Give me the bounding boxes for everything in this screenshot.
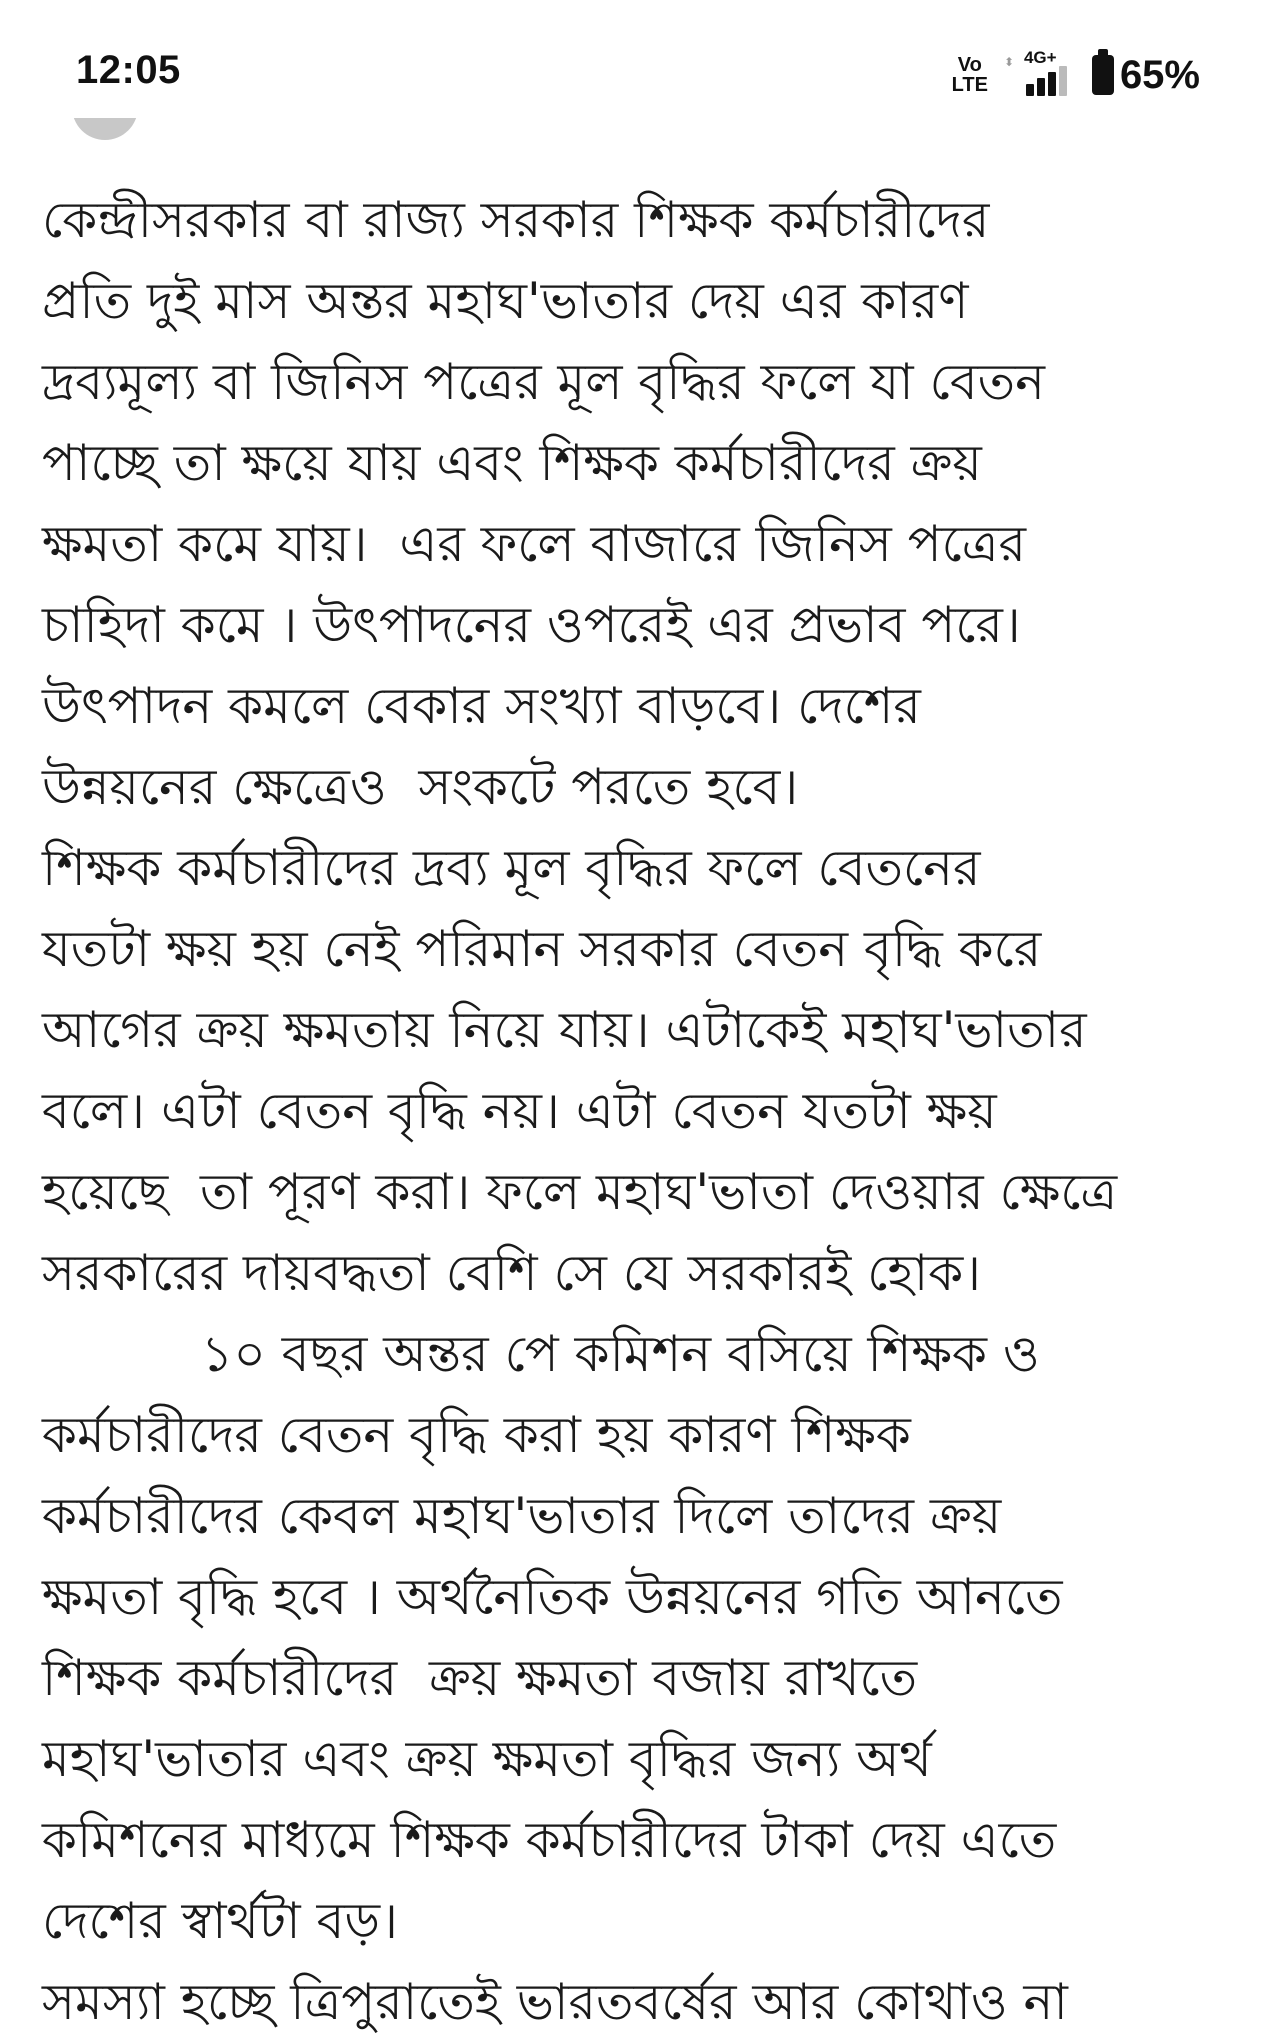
post-line: দ্রব্যমূল্য বা জিনিস পত্রের মূল বৃদ্ধির ফলে যা বেতন (42, 353, 1046, 411)
volte-top-label: Vo (957, 54, 982, 76)
battery-icon (1092, 55, 1114, 95)
status-icons (951, 48, 1200, 98)
post-line: কেন্দ্রীসরকার বা রাজ্য সরকার শিক্ষক কর্মচারীদের (42, 191, 990, 249)
post-line: ১০ বছর অন্তর পে কমিশন বসিয়ে শিক্ষক ও (42, 1325, 1040, 1383)
post-line: ক্ষমতা কমে যায়। এর ফলে বাজারে জিনিস পত্রের (42, 515, 1026, 573)
signal-bar-2 (1037, 78, 1045, 96)
battery-percent: 65% (1119, 52, 1200, 97)
post-line: চাহিদা কমে । উৎপাদনের ওপরেই এর প্রভাব পরে। (42, 596, 1021, 654)
post-line: হয়েছে তা পূরণ করা। ফলে মহাঘ'ভাতা দেওয়ার ক্ষেত্রে (42, 1163, 1118, 1221)
post-line: শিক্ষক কর্মচারীদের দ্রব্য মূল বৃদ্ধির ফলে বেতনের (42, 839, 981, 897)
post-line: আগের ক্রয় ক্ষমতায় নিয়ে যায়। এটাকেই মহাঘ'ভাতার (42, 1001, 1087, 1059)
signal-bar-3 (1048, 72, 1056, 96)
post-line: মহাঘ'ভাতার এবং ক্রয় ক্ষমতা বৃদ্ধির জন্য অর্থ (42, 1730, 932, 1788)
post-line: দেশের স্বার্থটা বড়। (42, 1892, 398, 1950)
data-arrows-icon: ⬍ (1003, 55, 1014, 69)
post-line: শিক্ষক কর্মচারীদের ক্রয় ক্ষমতা বজায় রাখতে (42, 1649, 918, 1707)
post-line: যতটা ক্ষয় হয় নেই পরিমান সরকার বেতন বৃদ্ধি করে (42, 920, 1042, 978)
post-line: সমস্যা হচ্ছে ত্রিপুরাতেই ভারতবর্ষের আর কোথাও না (42, 1973, 1068, 2031)
post-line: কর্মচারীদের বেতন বৃদ্ধি করা হয় কারণ শিক্ষক (42, 1406, 911, 1464)
signal-icon (1003, 48, 1076, 98)
post-line: উৎপাদন কমলে বেকার সংখ্যা বাড়বে। দেশের (42, 677, 921, 735)
status-bar (0, 0, 1264, 120)
network-type-label: 4G+ (1023, 48, 1057, 67)
volte-bottom-label: LTE (951, 74, 988, 96)
post-line: কমিশনের মাধ্যমে শিক্ষক কর্মচারীদের টাকা দেয় এতে (42, 1811, 1057, 1869)
post-line: উন্নয়নের ক্ষেত্রেও সংকটে পরতে হবে। (42, 758, 799, 816)
post-line: বলে। এটা বেতন বৃদ্ধি নয়। এটা বেতন যতটা ক্ষয় (42, 1082, 997, 1140)
signal-bar-1 (1026, 84, 1034, 96)
post-body (42, 180, 1242, 2043)
status-time: 12:05 (76, 48, 181, 92)
avatar-image (72, 118, 138, 140)
battery-indicator (1092, 53, 1200, 98)
post-line: ক্ষমতা বৃদ্ধি হবে । অর্থনৈতিক উন্নয়নের গতি আনতে (42, 1568, 1063, 1626)
post-line: প্রতি দুই মাস অন্তর মহাঘ'ভাতার দেয় এর কারণ (42, 272, 969, 330)
post-line: কর্মচারীদের কেবল মহাঘ'ভাতার দিলে তাদের ক্রয় (42, 1487, 1002, 1545)
post-line: পাচ্ছে তা ক্ষয়ে যায় এবং শিক্ষক কর্মচারীদের ক্রয় (42, 434, 982, 492)
signal-bar-4 (1059, 66, 1067, 96)
volte-icon (952, 55, 988, 95)
post-line: সরকারের দায়বদ্ধতা বেশি সে যে সরকারই হোক। (42, 1244, 982, 1302)
avatar[interactable] (72, 118, 142, 148)
